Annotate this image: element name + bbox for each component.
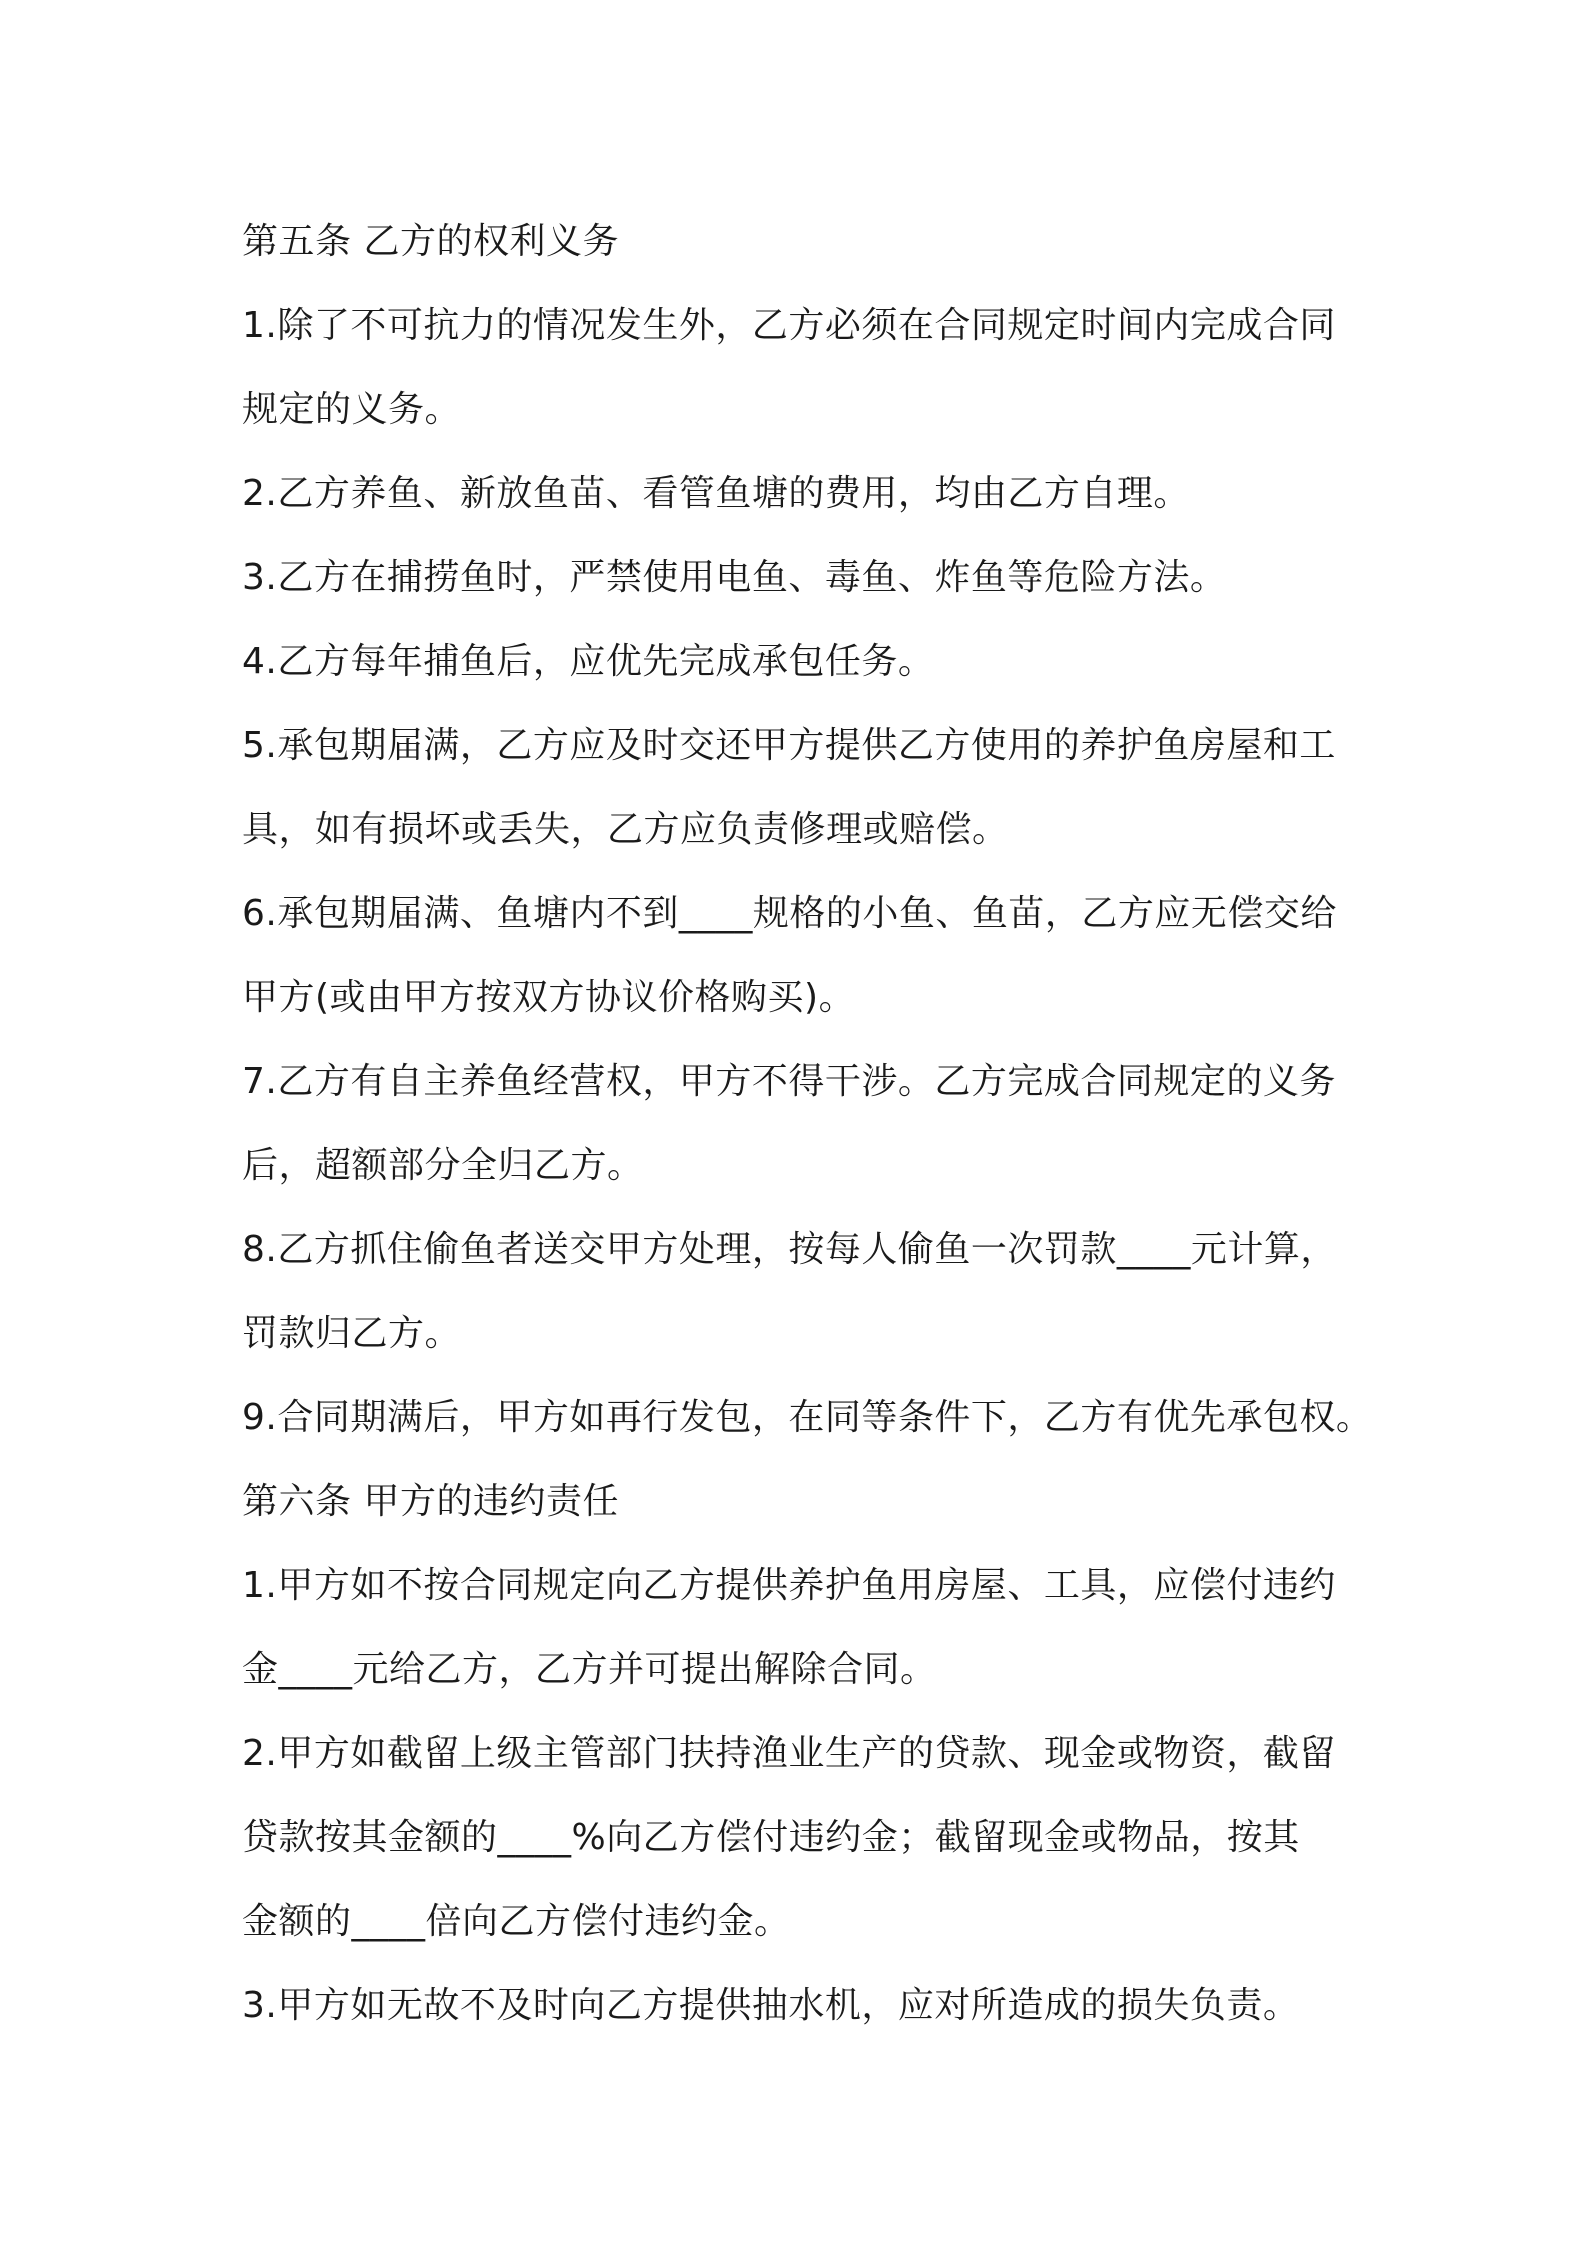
section-heading-article-5: 第五条 乙方的权利义务 — [242, 221, 619, 262]
clause-line: 后，超额部分全归乙方。 — [242, 1145, 644, 1186]
clause-line: 2.甲方如截留上级主管部门扶持渔业生产的贷款、现金或物资，截留 — [242, 1733, 1336, 1774]
clause-line: 金____元给乙方，乙方并可提出解除合同。 — [242, 1649, 937, 1690]
section-heading-article-6: 第六条 甲方的违约责任 — [242, 1481, 619, 1522]
clause-line: 3.乙方在捕捞鱼时，严禁使用电鱼、毒鱼、炸鱼等危险方法。 — [242, 557, 1227, 598]
clause-line: 3.甲方如无故不及时向乙方提供抽水机，应对所造成的损失负责。 — [242, 1985, 1300, 2026]
clause-line: 1.甲方如不按合同规定向乙方提供养护鱼用房屋、工具，应偿付违约 — [242, 1565, 1336, 1606]
clause-line: 5.承包期届满，乙方应及时交还甲方提供乙方使用的养护鱼房屋和工 — [242, 725, 1336, 766]
clause-line: 6.承包期届满、鱼塘内不到____规格的小鱼、鱼苗，乙方应无偿交给 — [242, 893, 1337, 934]
document-body — [242, 200, 1373, 2048]
clause-line: 1.除了不可抗力的情况发生外，乙方必须在合同规定时间内完成合同 — [242, 305, 1336, 346]
clause-line: 具，如有损坏或丢失，乙方应负责修理或赔偿。 — [242, 809, 1009, 850]
clause-line: 甲方(或由甲方按双方协议价格购买)。 — [242, 977, 856, 1018]
clause-line: 罚款归乙方。 — [242, 1313, 462, 1354]
clause-line: 4.乙方每年捕鱼后，应优先完成承包任务。 — [242, 641, 935, 682]
clause-line: 规定的义务。 — [242, 389, 462, 430]
clause-line: 7.乙方有自主养鱼经营权，甲方不得干涉。乙方完成合同规定的义务 — [242, 1061, 1336, 1102]
clause-line: 9.合同期满后，甲方如再行发包，在同等条件下，乙方有优先承包权。 — [242, 1397, 1373, 1438]
clause-line: 2.乙方养鱼、新放鱼苗、看管鱼塘的费用，均由乙方自理。 — [242, 473, 1190, 514]
clause-line: 8.乙方抓住偷鱼者送交甲方处理，按每人偷鱼一次罚款____元计算， — [242, 1229, 1337, 1270]
clause-line: 贷款按其金额的____%向乙方偿付违约金；截留现金或物品，按其 — [242, 1817, 1300, 1858]
clause-line: 金额的____倍向乙方偿付违约金。 — [242, 1901, 791, 1942]
